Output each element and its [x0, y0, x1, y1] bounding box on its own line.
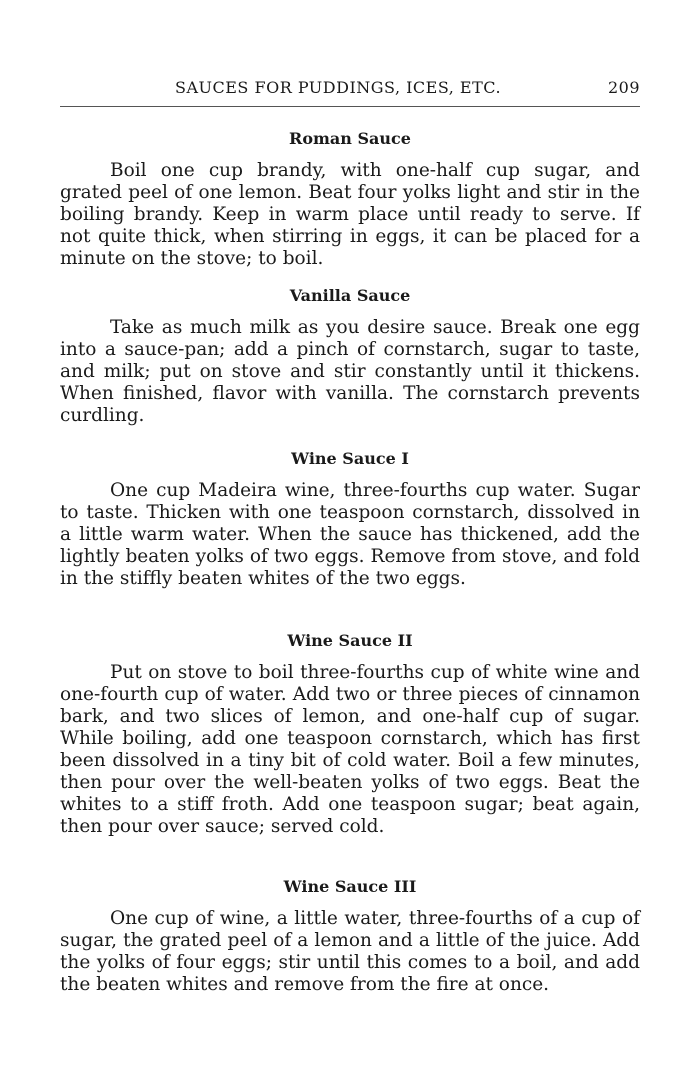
recipe-heading: Vanilla Sauce: [289, 286, 411, 305]
recipe-text: One cup of wine, a little water, three-fourths of a cup of sugar, the grated peel of a lemon and a little of the juice. Add the yolks of four eggs; stir until this comes to a boil, and add the beaten whites and remove from the fire at once.: [60, 908, 640, 995]
recipe-roman-sauce: [60, 128, 640, 270]
page-number: 209: [607, 78, 640, 97]
recipe-heading: Wine Sauce I: [291, 449, 409, 468]
recipe-heading: Wine Sauce III: [283, 877, 417, 896]
running-head: [60, 78, 640, 102]
recipe-heading: Roman Sauce: [289, 129, 411, 148]
recipe-wine-sauce-3: [60, 876, 640, 996]
recipe-heading: Wine Sauce II: [287, 631, 413, 650]
recipe-vanilla-sauce: [60, 285, 640, 427]
recipe-text: Boil one cup brandy, with one-half cup sugar, and grated peel of one lemon. Beat four yolks light and stir in the boiling brandy. Keep in warm place until ready to serve. If not quite thick, when stirring in eggs, it can be placed for a minute on the stove; to boil.: [60, 160, 640, 269]
recipe-text: One cup Madeira wine, three-fourths cup water. Sugar to taste. Thicken with one teaspoon cornstarch, dissolved in a little warm water. When the sauce has thickened, add the lightly beaten yolks of two eggs. Remove from stove, and fold in the stiffly beaten whites of the two eggs.: [60, 480, 640, 589]
recipe-wine-sauce-1: [60, 448, 640, 590]
recipe-text: Take as much milk as you desire sauce. Break one egg into a sauce-pan; add a pinch of cornstarch, sugar to taste, and milk; put on stove and stir constantly until it thickens. When finished, flavor with vanilla. The cornstarch prevents curdling.: [60, 317, 640, 426]
recipe-text: Put on stove to boil three-fourths cup of white wine and one-fourth cup of water. Add two or three pieces of cinnamon bark, and two slices of lemon, and one-half cup of sugar. While boiling, add one teaspoon cornstarch, which has first been dissolved in a tiny bit of cold water. Boil a few minutes, then pour over the well-beaten yolks of two eggs. Beat the whites to a stiff froth. Add one teaspoon sugar; beat again, then pour over sauce; served cold.: [60, 662, 640, 837]
running-head-title: SAUCES FOR PUDDINGS, ICES, ETC.: [175, 78, 502, 97]
recipe-wine-sauce-2: [60, 630, 640, 838]
header-rule: [60, 106, 640, 107]
